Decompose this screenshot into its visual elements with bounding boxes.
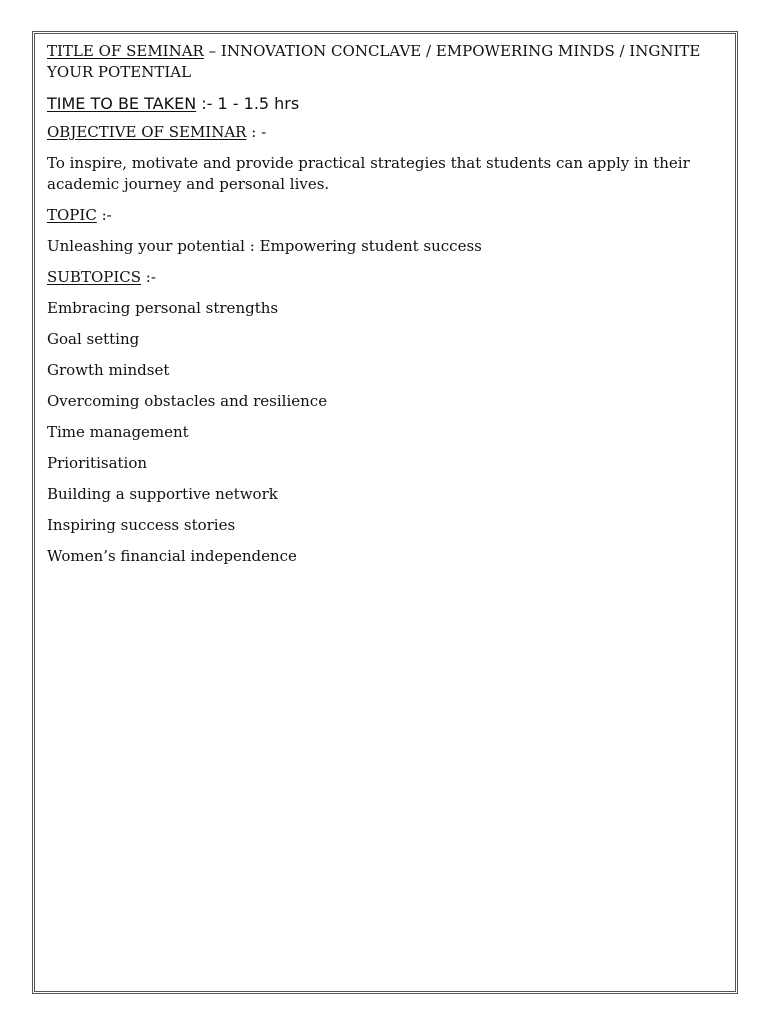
subtopic-item: Embracing personal strengths (47, 299, 279, 317)
time-text: :- 1 - 1.5 hrs (196, 94, 300, 113)
topic-text: Unleashing your potential : Empowering student success (47, 237, 482, 255)
objective-heading (47, 122, 727, 143)
objective-suffix: : - (246, 123, 267, 141)
seminar-title-text: – INNOVATION CONCLAVE / EMPOWERING MINDS / INGNITE YOUR POTENTIAL (47, 42, 701, 81)
seminar-title-label: TITLE OF SEMINAR (47, 42, 204, 60)
topic-label: TOPIC (47, 206, 97, 224)
subtopic-item: Overcoming obstacles and resilience (47, 392, 328, 410)
topic-suffix: :- (96, 206, 112, 224)
seminar-title (47, 41, 727, 83)
subtopic-item: Prioritisation (47, 454, 148, 472)
subtopic-item: Growth mindset (47, 361, 170, 379)
subtopic-item: Building a supportive network (47, 485, 278, 503)
document-body (47, 41, 727, 577)
objective-text: To inspire, motivate and provide practical strategies that students can apply in their academic journey and personal lives. (47, 154, 690, 193)
time-label: TIME TO BE TAKEN (47, 94, 197, 113)
subtopic-item: Inspiring success stories (47, 516, 236, 534)
time-duration (47, 93, 727, 114)
subtopic-item: Goal setting (47, 330, 140, 348)
subtopic-item: Time management (47, 423, 189, 441)
subtopics-label: SUBTOPICS (47, 268, 142, 286)
topic-heading (47, 205, 727, 226)
subtopics-suffix: :- (141, 268, 156, 286)
objective-label: OBJECTIVE OF SEMINAR (47, 123, 247, 141)
subtopics-heading (47, 267, 727, 288)
subtopic-item: Women’s financial independence (47, 547, 297, 565)
subtopics-list (47, 298, 727, 567)
